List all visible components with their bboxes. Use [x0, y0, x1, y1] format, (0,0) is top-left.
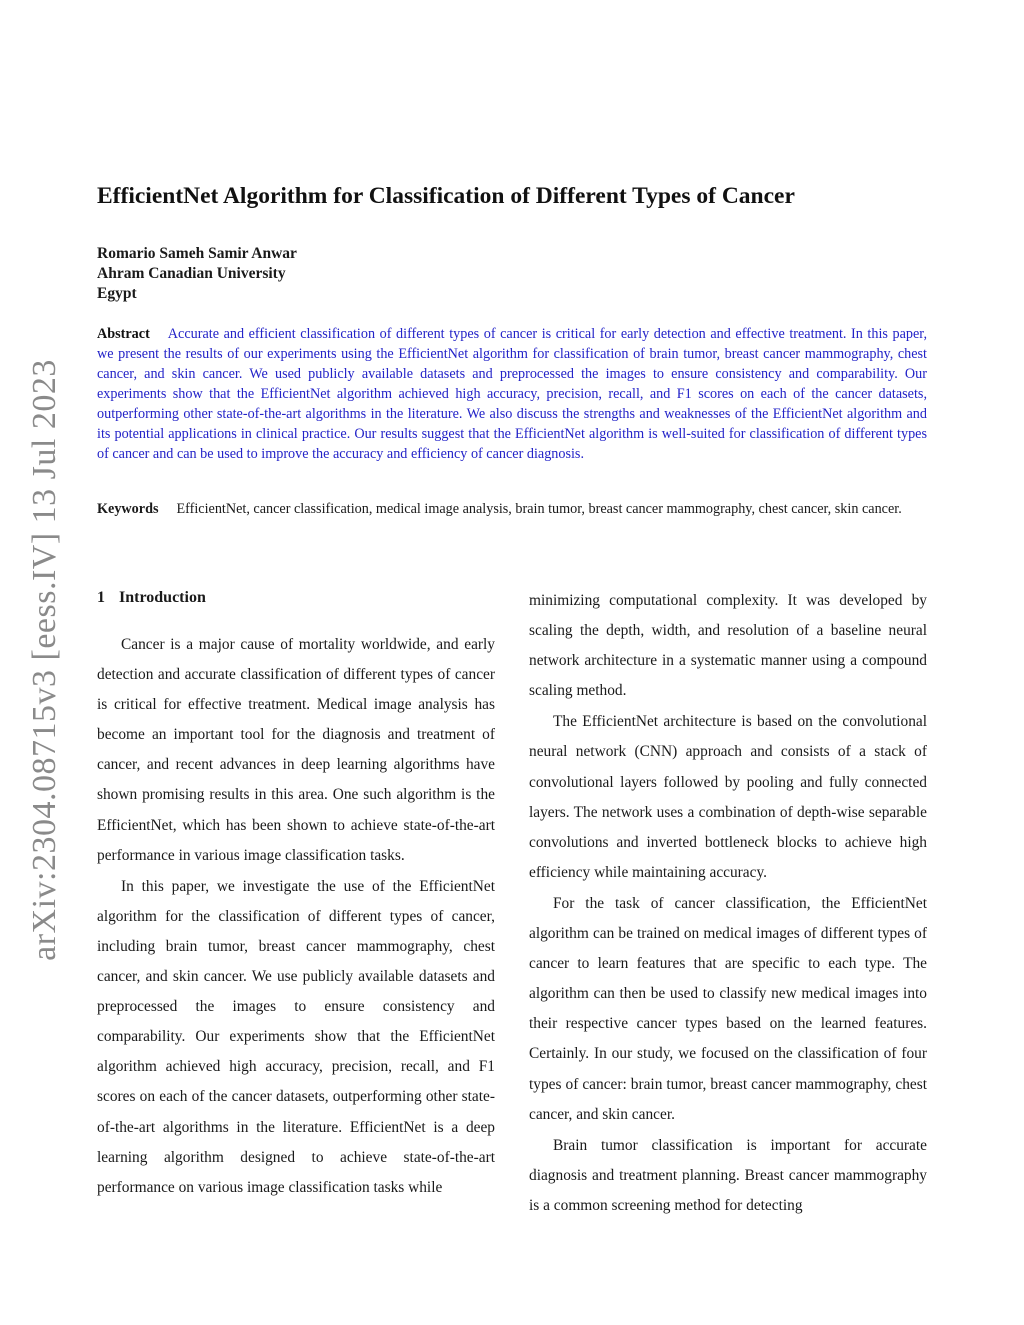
- abstract: [97, 324, 927, 464]
- paragraph: For the task of cancer classification, the EfficientNet algorithm can be trained on medical images of different types of cancer to learn features that are specific to each type. The algorithm can then be used to classify new medical images into their respective cancer types based on the learned features. Certainly. In our study, we focused on the classification of four types of cancer: brain tumor, breast cancer mammography, chest cancer, and skin cancer.: [529, 894, 927, 1123]
- paragraph: In this paper, we investigate the use of the EfficientNet algorithm for the classification of different types of cancer, including brain tumor, breast cancer mammography, chest cancer, and skin cancer. We use publicly available datasets and preprocessed the images to ensure consistency and comparability. Our experiments show that the EfficientNet algorithm achieved high accuracy, precision, recall, and F1 scores on each of the cancer datasets, outperforming other state-of-the-art algorithms in the literature. EfficientNet is a deep learning algorithm designed to achieve state-of-the-art performance on various image classification tasks while: [97, 877, 495, 1196]
- paragraph: Brain tumor classification is important for accurate diagnosis and treatment planning. Breast cancer mammography is a common screening method for detecting: [529, 1136, 927, 1214]
- author-block: [97, 244, 297, 304]
- author-affiliation: Ahram Canadian University: [97, 265, 286, 282]
- left-column: [97, 586, 495, 1203]
- keywords-label: Keywords: [97, 501, 159, 517]
- section-title: Introduction: [119, 589, 206, 606]
- author-country: Egypt: [97, 285, 137, 302]
- paragraph-continuation: minimizing computational complexity. It was developed by scaling the depth, width, and resolution of a baseline neural network architecture in a systematic manner using a compound scaling method.: [529, 592, 927, 700]
- abstract-label: Abstract: [97, 326, 150, 342]
- paper-title: EfficientNet Algorithm for Classification of Different Types of Cancer: [97, 183, 795, 209]
- paragraph: Cancer is a major cause of mortality worldwide, and early detection and accurate classification of different types of cancer is critical for effective treatment. Medical image analysis has become an important tool for the diagnosis and treatment of cancer, and recent advances in deep learning algorithms have shown promising results in this area. One such algorithm is the EfficientNet, which has been shown to achieve state-of-the-art performance in various image classification tasks.: [97, 636, 495, 864]
- section-heading: [97, 586, 495, 610]
- arxiv-identifier-text: arXiv:2304.08715v3 [eess.IV] 13 Jul 2023: [26, 359, 64, 961]
- abstract-text: Accurate and efficient classification of different types of cancer is critical for early detection and effective treatment. In this paper, we present the results of our experiments using the EfficientNet algorithm for classification of brain tumor, breast cancer mammography, chest cancer, and skin cancer. We used publicly available datasets and preprocessed the images to ensure consistency and comparability. Our experiments show that the EfficientNet algorithm achieved high accuracy, precision, recall, and F1 scores on each of the cancer datasets, outperforming other state-of-the-art algorithms in the literature. We also discuss the strengths and weaknesses of the EfficientNet algorithm and its potential applications in clinical practice. Our results suggest that the EfficientNet algorithm is well-suited for classification of different types of cancer and can be used to improve the accuracy and efficiency of cancer diagnosis.: [97, 326, 927, 462]
- keywords: [97, 499, 927, 519]
- author-name: Romario Sameh Samir Anwar: [97, 245, 297, 262]
- right-column: [529, 586, 927, 1221]
- section-number: 1: [97, 589, 105, 606]
- keywords-text: EfficientNet, cancer classification, medical image analysis, brain tumor, breast cancer mammography, chest cancer, skin cancer.: [176, 501, 902, 517]
- paragraph: The EfficientNet architecture is based on the convolutional neural network (CNN) approach and consists of a stack of convolutional layers followed by pooling and fully connected layers. The network uses a combination of depth-wise separable convolutions and inverted bottleneck blocks to achieve high efficiency while maintaining accuracy.: [529, 713, 927, 881]
- arxiv-identifier-stamp: [10, 359, 80, 961]
